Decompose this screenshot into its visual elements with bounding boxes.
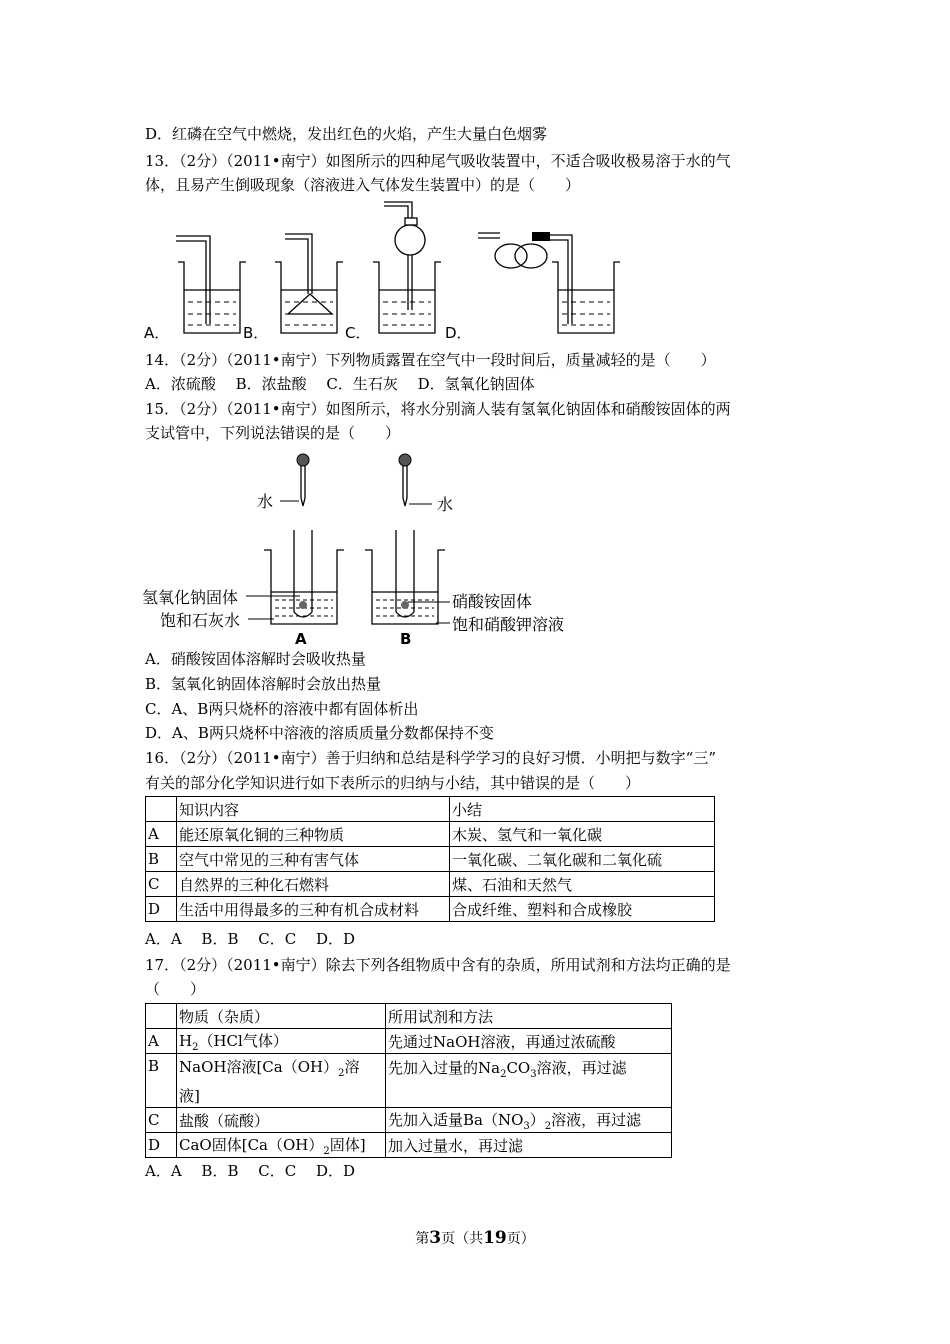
q13-stem-line1: 13．（2分）（2011•南宁）如图所示的四种尾气吸收装置中，不适合吸收极易溶于水的气 xyxy=(145,152,731,170)
table-cell: 自然界的三种化石燃料 xyxy=(177,872,450,897)
q15-label-limewater: 饱和石灰水 xyxy=(160,611,241,630)
q13-label-b: B． xyxy=(243,324,269,342)
table-cell: $H_2(HCl$气体） xyxy=(177,1029,386,1054)
table-cell: 加入过量水，再过滤 xyxy=(386,1133,672,1158)
q13-figure xyxy=(140,198,630,344)
table-cell: D xyxy=(146,897,177,922)
table-row xyxy=(146,897,715,922)
table-cell: 能还原氧化铜的三种物质 xyxy=(177,822,450,847)
table-header xyxy=(146,1004,672,1029)
q15-stem-line2: 支试管中，下列说法错误的是（ ） xyxy=(145,424,401,442)
table-cell: 先加入适量$Ba(NO_3)_2$溶液，再过滤 xyxy=(386,1108,672,1133)
q13-stem-line2: 体，且易产生倒吸现象（溶液进入气体发生装置中）的是（ ） xyxy=(145,176,581,194)
table-header xyxy=(146,797,715,822)
table-cell: 盐酸（硫酸） xyxy=(177,1108,386,1133)
q14-options: A．浓硫酸 B．浓盐酸 C．生石灰 D．氢氧化钠固体 xyxy=(145,375,535,393)
q15-cup-a: A xyxy=(295,630,307,646)
q15-cup-b: B xyxy=(400,630,412,646)
table-cell: B xyxy=(146,1054,177,1108)
q15-label-naoh: 氢氧化钠固体 xyxy=(142,588,239,607)
q15-option-c: C．A、B两只烧杯的溶液中都有固体析出 xyxy=(145,700,419,718)
q12-option-d: D．红磷在空气中燃烧，发出红色的火焰，产生大量白色烟雾 xyxy=(145,125,548,143)
page-total: 19 xyxy=(483,1228,507,1248)
table-row xyxy=(146,1029,672,1054)
q13-label-c: C． xyxy=(345,324,371,342)
table-cell: NaOH溶液[$Ca(OH)_2$溶 液] xyxy=(177,1054,386,1108)
table-cell: 物质（杂质） xyxy=(177,1004,386,1029)
table-cell: D xyxy=(146,1133,177,1158)
q15-option-b: B．氢氧化钠固体溶解时会放出热量 xyxy=(145,675,382,693)
q15-option-a: A．硝酸铵固体溶解时会吸收热量 xyxy=(145,650,366,668)
table-cell: CaO固体[$Ca(OH)_2$固体] xyxy=(177,1133,386,1158)
table-cell: 一氧化碳、二氧化碳和二氧化硫 xyxy=(450,847,715,872)
q17-stem-line2: （ ） xyxy=(145,980,206,998)
table-cell: 所用试剂和方法 xyxy=(386,1004,672,1029)
table-cell xyxy=(146,797,177,822)
q17-options: A．A B．B C．C D．D xyxy=(145,1162,356,1180)
table-cell: 木炭、氢气和一氧化碳 xyxy=(450,822,715,847)
page-footer: 第3页（共19页） xyxy=(415,1228,535,1248)
q13-label-a: A． xyxy=(144,324,170,342)
table-row xyxy=(146,1108,672,1133)
table-row xyxy=(146,822,715,847)
table-cell: 生活中用得最多的三种有机合成材料 xyxy=(177,897,450,922)
q15-option-d: D．A、B两只烧杯中溶液的溶质质量分数都保持不变 xyxy=(145,724,494,742)
q15-stem-line1: 15．（2分）（2011•南宁）如图所示，将水分别滴人装有氢氧化钠固体和硝酸铵固体的两 xyxy=(145,400,731,418)
table-row xyxy=(146,872,715,897)
table-cell: 空气中常见的三种有害气体 xyxy=(177,847,450,872)
q15-label-nh4no3: 硝酸铵固体 xyxy=(452,592,533,611)
q16-stem-line2: 有关的部分化学知识进行如下表所示的归纳与小结，其中错误的是（ ） xyxy=(145,774,641,792)
table-cell: C xyxy=(146,872,177,897)
q16-table xyxy=(145,796,715,922)
page-number: 3 xyxy=(429,1228,442,1248)
q15-label-kno3: 饱和硝酸钾溶液 xyxy=(452,615,565,634)
table-cell: A xyxy=(146,1029,177,1054)
table-cell: B xyxy=(146,847,177,872)
table-cell: A xyxy=(146,822,177,847)
table-cell: 先通过NaOH溶液，再通过浓硫酸 xyxy=(386,1029,672,1054)
table-cell: C xyxy=(146,1108,177,1133)
q17-stem-line1: 17．（2分）（2011•南宁）除去下列各组物质中含有的杂质，所用试剂和方法均正确的是 xyxy=(145,956,731,974)
q15-figure xyxy=(140,446,590,646)
q13-label-d: D． xyxy=(445,324,472,342)
q14-stem: 14．（2分）（2011•南宁）下列物质露置在空气中一段时间后，质量减轻的是（ ） xyxy=(145,351,716,369)
q17-table xyxy=(145,1003,672,1158)
table-row xyxy=(146,847,715,872)
q15-water-right: 水 xyxy=(437,495,454,514)
table-row xyxy=(146,1054,672,1108)
table-cell: 合成纤维、塑料和合成橡胶 xyxy=(450,897,715,922)
table-cell: 知识内容 xyxy=(177,797,450,822)
table-cell: 煤、石油和天然气 xyxy=(450,872,715,897)
table-cell: 先加入过量的$Na_2CO_3$溶液，再过滤 xyxy=(386,1054,672,1108)
table-cell xyxy=(146,1004,177,1029)
q16-options: A．A B．B C．C D．D xyxy=(145,930,356,948)
q15-water-left: 水 xyxy=(257,492,274,511)
table-row xyxy=(146,1133,672,1158)
table-cell: 小结 xyxy=(450,797,715,822)
q16-stem-line1: 16．（2分）（2011•南宁）善于归纳和总结是科学学习的良好习惯．小明把与数字“三” xyxy=(145,749,716,767)
